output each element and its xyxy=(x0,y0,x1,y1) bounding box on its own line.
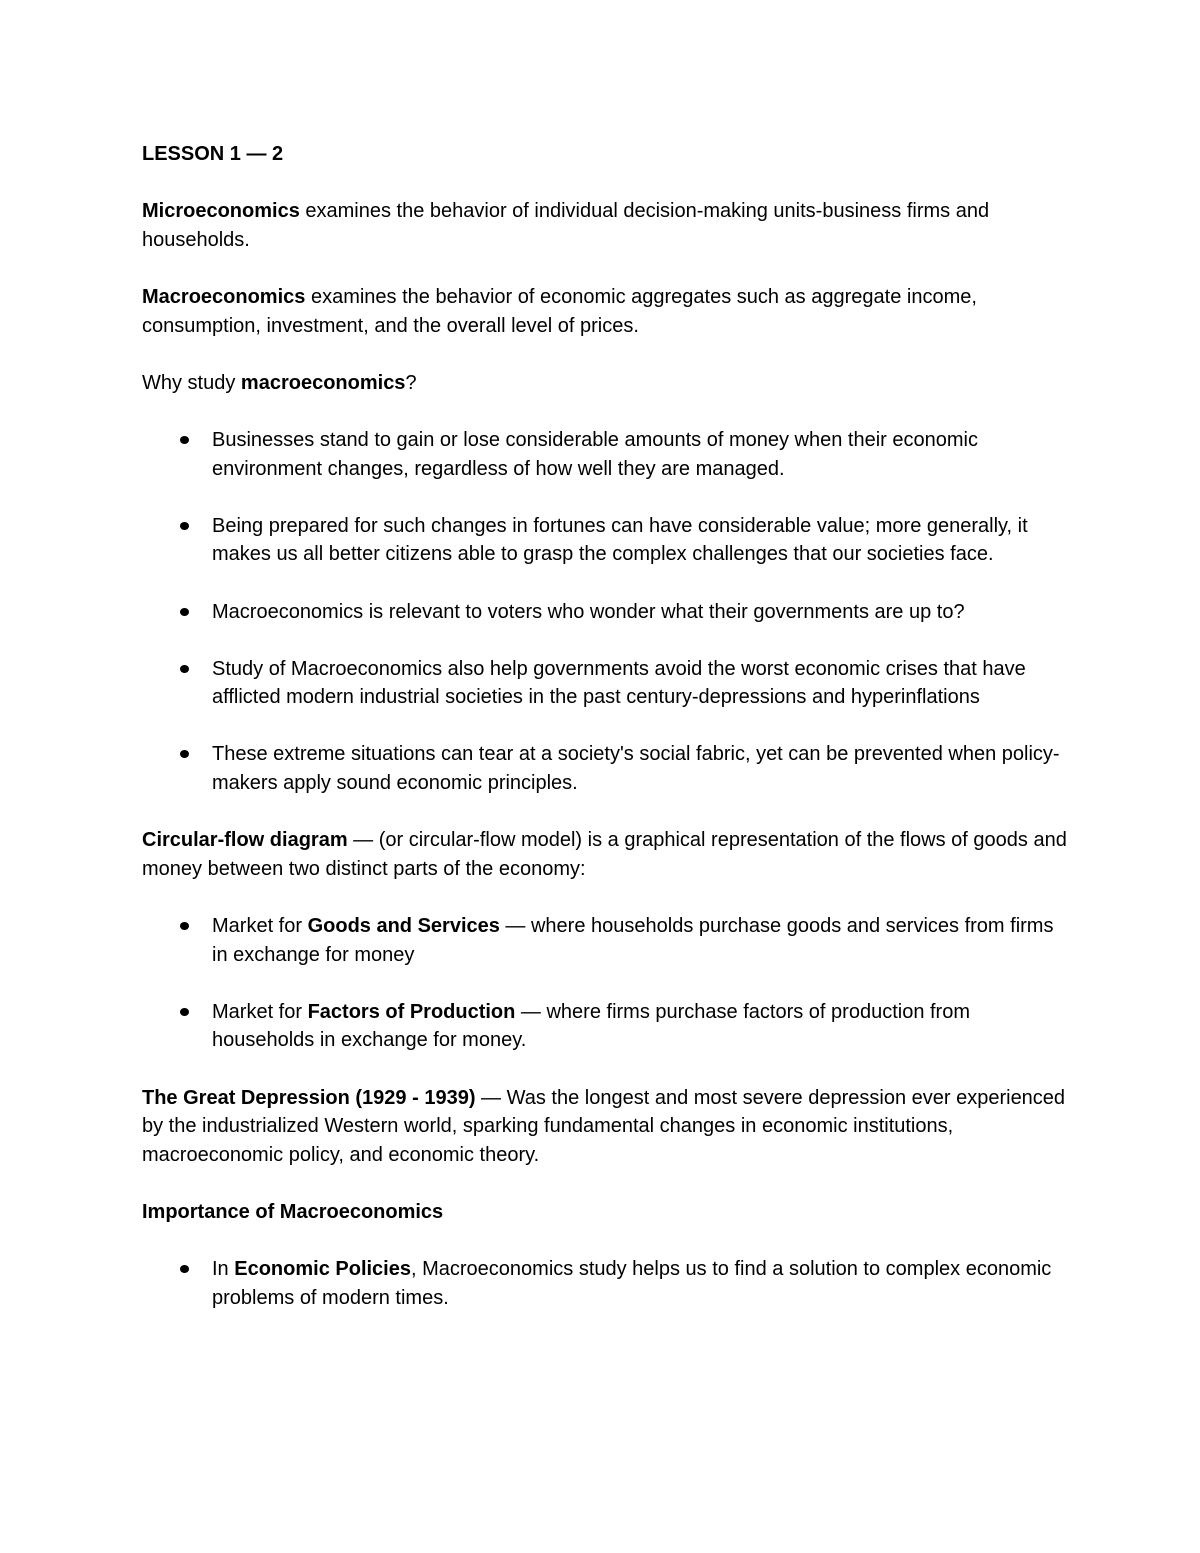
bullet-icon xyxy=(180,750,189,758)
bullet-icon xyxy=(180,608,189,616)
why-study-heading xyxy=(142,369,1067,398)
list-item-pre: Market for xyxy=(212,915,308,938)
microeconomics-text: examines the behavior of individual decision-making units-business firms and households. xyxy=(142,200,990,251)
circular-flow-text: — (or circular-flow model) is a graphical representation of the flows of goods and money between two distinct parts of the economy: xyxy=(142,829,1067,880)
list-item-text: These extreme situations can tear at a society's social fabric, yet can be prevented when policy-makers apply sound economic principles. xyxy=(212,743,1060,795)
importance-list xyxy=(142,1255,1067,1312)
list-item-post: , Macroeconomics study helps us to find a solution to complex economic problems of modern times. xyxy=(212,1258,1052,1309)
list-item xyxy=(142,512,1067,569)
list-item-pre: Market for xyxy=(212,1000,308,1023)
list-item xyxy=(142,655,1067,712)
great-depression-definition xyxy=(142,1084,1067,1170)
great-depression-term: The Great Depression (1929 - 1939) xyxy=(142,1086,476,1109)
document-page xyxy=(142,140,1067,1341)
list-item xyxy=(142,1255,1067,1312)
why-study-post: ? xyxy=(405,371,417,394)
lesson-title: LESSON 1 — 2 xyxy=(142,143,284,165)
great-depression-text: — Was the longest and most severe depression ever experienced by the industrialized Western world, sparking fundamental changes in economic institutions, macroeconomic policy, and economic theory. xyxy=(142,1086,1066,1166)
macroeconomics-term: Macroeconomics xyxy=(142,285,306,308)
list-item-pre: In xyxy=(212,1258,235,1281)
list-item-text: Being prepared for such changes in fortunes can have considerable value; more generally, it makes us all better citizens able to grasp the complex challenges that our societies face. xyxy=(212,514,1028,566)
why-study-term: macroeconomics xyxy=(240,371,406,394)
list-item xyxy=(142,912,1067,969)
bullet-icon xyxy=(180,1008,189,1016)
list-item-term: Factors of Production xyxy=(307,1000,516,1023)
microeconomics-term: Microeconomics xyxy=(142,200,300,223)
why-study-pre: Why study xyxy=(142,371,241,394)
list-item-term: Economic Policies xyxy=(234,1258,411,1281)
list-item-post: — where households purchase goods and services from firms in exchange for money xyxy=(212,915,1054,966)
list-item-term: Goods and Services xyxy=(307,915,500,938)
bullet-icon xyxy=(180,665,189,673)
circular-flow-term: Circular-flow diagram xyxy=(142,829,348,852)
circular-flow-list xyxy=(142,912,1067,1055)
bullet-icon xyxy=(180,522,189,530)
bullet-icon xyxy=(180,922,189,930)
bullet-icon xyxy=(180,436,189,444)
importance-heading xyxy=(142,1198,1067,1227)
microeconomics-definition xyxy=(142,197,1067,254)
list-item-post: — where firms purchase factors of production from households in exchange for money. xyxy=(212,1000,970,1052)
bullet-icon xyxy=(180,1265,189,1273)
macroeconomics-text: examines the behavior of economic aggregates such as aggregate income, consumption, investment, and the overall level of prices. xyxy=(142,285,977,337)
list-item xyxy=(142,598,1067,627)
macroeconomics-definition xyxy=(142,283,1067,340)
why-study-list xyxy=(142,426,1067,798)
list-item xyxy=(142,740,1067,797)
list-item xyxy=(142,426,1067,483)
list-item xyxy=(142,998,1067,1055)
circular-flow-definition xyxy=(142,826,1067,883)
list-item-text: Study of Macroeconomics also help governments avoid the worst economic crises that have afflicted modern industrial societies in the past century-depressions and hyperinflations xyxy=(212,657,1026,709)
list-item-text: Macroeconomics is relevant to voters who wonder what their governments are up to? xyxy=(212,600,965,623)
importance-heading-text: Importance of Macroeconomics xyxy=(142,1200,444,1223)
list-item-text: Businesses stand to gain or lose considerable amounts of money when their economic environment changes, regardless of how well they are managed. xyxy=(212,428,978,480)
